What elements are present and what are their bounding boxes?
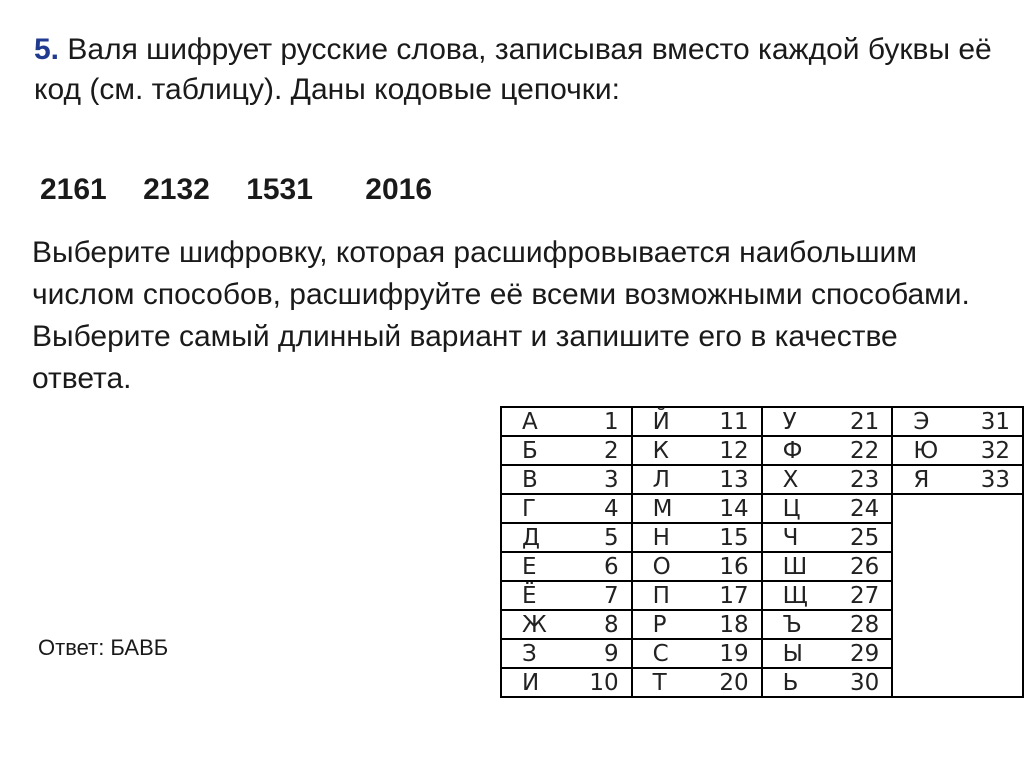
table-code: 3 <box>580 465 632 494</box>
table-letter: Ш <box>762 552 841 581</box>
table-code: 16 <box>710 552 762 581</box>
table-code: 9 <box>580 639 632 668</box>
table-letter: Ё <box>501 581 580 610</box>
table-code: 5 <box>580 523 632 552</box>
code-chains <box>40 170 460 210</box>
table-code: 14 <box>710 494 762 523</box>
table-letter: А <box>501 407 580 436</box>
table-letter: Ч <box>762 523 841 552</box>
letter-code-table <box>500 406 1024 698</box>
table-letter: Н <box>632 523 710 552</box>
table-letter: Ф <box>762 436 841 465</box>
table-letter: Щ <box>762 581 841 610</box>
table-code: 19 <box>710 639 762 668</box>
table-code: 33 <box>971 465 1023 494</box>
table-code: 25 <box>841 523 893 552</box>
code-chain-1: 2161 <box>40 173 107 206</box>
problem-number: 5. <box>34 33 60 66</box>
table-letter: Ю <box>892 436 971 465</box>
table-letter: Д <box>501 523 580 552</box>
table-code: 6 <box>580 552 632 581</box>
table-letter: Л <box>632 465 710 494</box>
table-letter: Е <box>501 552 580 581</box>
table-letter: Х <box>762 465 841 494</box>
table-row <box>501 465 1023 494</box>
table-letter: У <box>762 407 841 436</box>
table-code: 28 <box>841 610 893 639</box>
table-code: 31 <box>971 407 1023 436</box>
table-letter: П <box>632 581 710 610</box>
table-code: 32 <box>971 436 1023 465</box>
table-code: 12 <box>710 436 762 465</box>
table-letter: К <box>632 436 710 465</box>
table-row <box>501 407 1023 436</box>
table-code: 15 <box>710 523 762 552</box>
problem-text: Валя шифрует русские слова, записывая вместо каждой буквы её код (см. таблицу). Даны кодовые цепочки: <box>34 33 992 106</box>
table-row <box>501 494 1023 523</box>
table-letter: З <box>501 639 580 668</box>
table-code: 8 <box>580 610 632 639</box>
table-letter: О <box>632 552 710 581</box>
answer-text: Ответ: БАВБ <box>38 635 169 660</box>
table-code: 2 <box>580 436 632 465</box>
table-letter: Б <box>501 436 580 465</box>
table-letter: Э <box>892 407 971 436</box>
table-letter: Ь <box>762 668 841 697</box>
table-code: 18 <box>710 610 762 639</box>
table-code: 21 <box>841 407 893 436</box>
table-letter: Ъ <box>762 610 841 639</box>
table-empty-cell <box>892 494 1023 697</box>
table-letter: Я <box>892 465 971 494</box>
table-code: 29 <box>841 639 893 668</box>
table-code: 20 <box>710 668 762 697</box>
table-code: 30 <box>841 668 893 697</box>
task-text: Выберите шифровку, которая расшифровывается наибольшим числом способов, расшифруйте её всеми возможными способами. Выберите самый длинный вариант и запишите его в качестве ответа. <box>32 236 970 395</box>
table-row <box>501 436 1023 465</box>
table-letter: В <box>501 465 580 494</box>
table-code: 22 <box>841 436 893 465</box>
table-letter: Р <box>632 610 710 639</box>
table-code: 1 <box>580 407 632 436</box>
table-letter: С <box>632 639 710 668</box>
table-letter: Ы <box>762 639 841 668</box>
table-letter: Й <box>632 407 710 436</box>
table-letter: Ц <box>762 494 841 523</box>
table-code: 27 <box>841 581 893 610</box>
table-code: 11 <box>710 407 762 436</box>
table-letter: Т <box>632 668 710 697</box>
code-chain-3: 1531 <box>246 173 313 206</box>
table-letter: Ж <box>501 610 580 639</box>
code-chain-4: 2016 <box>365 173 433 206</box>
table-code: 24 <box>841 494 893 523</box>
table-letter: М <box>632 494 710 523</box>
problem-statement <box>34 30 994 110</box>
table-code: 7 <box>580 581 632 610</box>
table-code: 26 <box>841 552 893 581</box>
table-letter: Г <box>501 494 580 523</box>
code-chain-2: 2132 <box>143 173 210 206</box>
table-code: 13 <box>710 465 762 494</box>
table-code: 17 <box>710 581 762 610</box>
table-code: 10 <box>580 668 632 697</box>
table-letter: И <box>501 668 580 697</box>
table-code: 4 <box>580 494 632 523</box>
table-code: 23 <box>841 465 893 494</box>
